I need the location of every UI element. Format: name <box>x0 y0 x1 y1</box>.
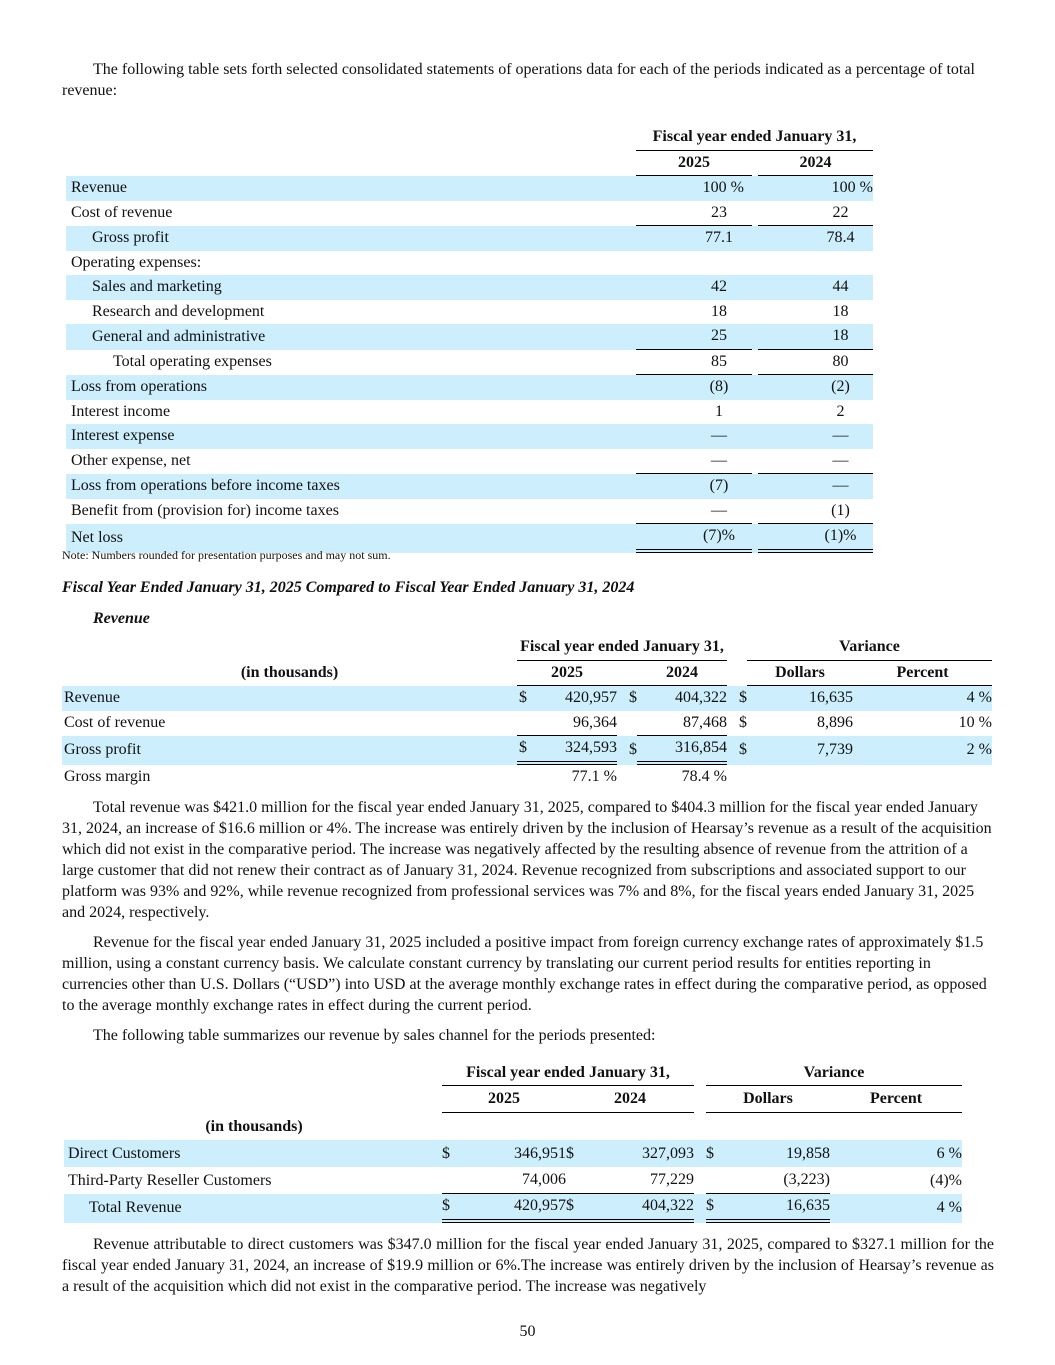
units-label: (in thousands) <box>240 664 339 682</box>
variance-header: Variance <box>706 1060 962 1086</box>
table-row: Direct Customers $ 346,951 $ 327,093 $ 19,858 6 % <box>64 1140 962 1167</box>
fiscal-year-header: Fiscal year ended January 31, <box>517 635 727 661</box>
revenue-paragraph-1: Total revenue was $421.0 million for the fiscal year ended January 31, 2025, compared to $404.3 million for the fiscal year ended January 31, 2024, an increase of $16.6 million or 4%. The increase was entirely driven by the inclusion of Hearsay’s revenue as a result of the acquisition which did not exist in the comparative period. The increase was negatively affected by the resulting absence of revenue from the attrition of a large customer that did not renew their contract as of January 31, 2024. Revenue recognized from subscriptions and associated support to our platform was 93% and 92%, while revenue recognized from professional services was 7% and 8%, for the fiscal years ended January 31, 2025 and 2024, respectively. <box>62 799 992 921</box>
table-row: Revenue $ 420,957 $ 404,322 $ 16,635 4 % <box>62 686 992 711</box>
table-row: Operating expenses: <box>71 253 202 271</box>
table-row: Gross profit $ 324,593 $ 316,854 $ 7,739 2 % <box>62 736 992 765</box>
revenue-paragraph-2: Revenue for the fiscal year ended January 31, 2025 included a positive impact from foreign currency exchange rates of approximately $1.5 million, using a constant currency basis. We calculate constant currency by translating our current period results for entities reporting in currencies other than U.S. Dollars (“USD”) into USD at the average monthly exchange rates in effect during the comparative period, as opposed to the average monthly exchange rates in effect during the current period. <box>62 934 987 1014</box>
percent-of-revenue-table <box>66 125 873 553</box>
col-header-2025: 2025 <box>442 1086 566 1113</box>
intro-paragraph: The following table sets forth selected consolidated statements of operations data for each of the periods indicated as a percentage of total revenue: <box>62 61 975 99</box>
direct-customers-paragraph: Revenue attributable to direct customers was $347.0 million for the fiscal year ended January 31, 2025, compared to $327.1 million for the fiscal year ended January 31, 2024, an increase of $19.9 million or 6%.The increase was entirely driven by the inclusion of Hearsay’s revenue as a result of the acquisition which did not exist in the comparative period. The increase was negatively <box>62 1236 994 1295</box>
table-row: Gross profit 77.1 78.4 <box>66 226 873 251</box>
rounding-note: Note: Numbers rounded for presentation purposes and may not sum. <box>62 548 391 562</box>
table-row: Sales and marketing 42 44 <box>66 275 873 300</box>
table-row: Benefit from (provision for) income taxes — (1) <box>66 499 873 525</box>
fiscal-year-header: Fiscal year ended January 31, <box>636 125 873 151</box>
col-header-2024: 2024 <box>566 1086 694 1113</box>
col-header-percent: Percent <box>853 661 992 687</box>
fiscal-year-header: Fiscal year ended January 31, <box>442 1060 694 1086</box>
revenue-subheading: Revenue <box>93 610 150 627</box>
col-header-2025: 2025 <box>636 151 752 177</box>
col-header-2024: 2024 <box>758 151 873 177</box>
table-row: Gross margin 77.1 % 78.4 % <box>64 767 727 785</box>
table-row: Research and development 18 18 <box>92 302 849 320</box>
table-row: Loss from operations before income taxes (7) — <box>66 474 873 499</box>
sales-channel-table <box>64 1060 962 1223</box>
col-header-2024: 2024 <box>637 661 727 687</box>
col-header-dollars: Dollars <box>706 1086 830 1113</box>
revenue-table <box>62 635 992 789</box>
col-header-percent: Percent <box>830 1086 962 1113</box>
col-header-dollars: Dollars <box>747 661 853 687</box>
table-row: Other expense, net — — <box>66 449 873 475</box>
col-header-2025: 2025 <box>517 661 617 687</box>
table-row: Total operating expenses 85 80 <box>66 350 873 376</box>
page-number: 50 <box>519 1323 536 1340</box>
table-row: Net loss (7)% (1)% <box>66 524 873 553</box>
units-label: (in thousands) <box>205 1117 303 1135</box>
section-heading: Fiscal Year Ended January 31, 2025 Compared to Fiscal Year Ended January 31, 2024 <box>62 579 635 596</box>
table-row: Third-Party Reseller Customers 74,006 77,229 (3,223) (4)% <box>64 1167 962 1194</box>
variance-header: Variance <box>747 635 992 661</box>
channel-intro-paragraph: The following table summarizes our revenue by sales channel for the periods presented: <box>93 1027 656 1044</box>
table-row: Cost of revenue 23 22 <box>66 201 873 227</box>
table-row: Interest income 1 2 <box>71 402 845 420</box>
table-row: Revenue 100 % 100 % <box>66 176 873 201</box>
table-row: Interest expense — — <box>66 424 873 449</box>
table-row: Cost of revenue 96,364 87,468 $ 8,896 10 % <box>62 711 992 737</box>
table-row: General and administrative 25 18 <box>66 324 873 350</box>
table-row: Loss from operations (8) (2) <box>66 375 873 400</box>
table-row: Total Revenue $ 420,957 $ 404,322 $ 16,635 4 % <box>64 1194 962 1223</box>
